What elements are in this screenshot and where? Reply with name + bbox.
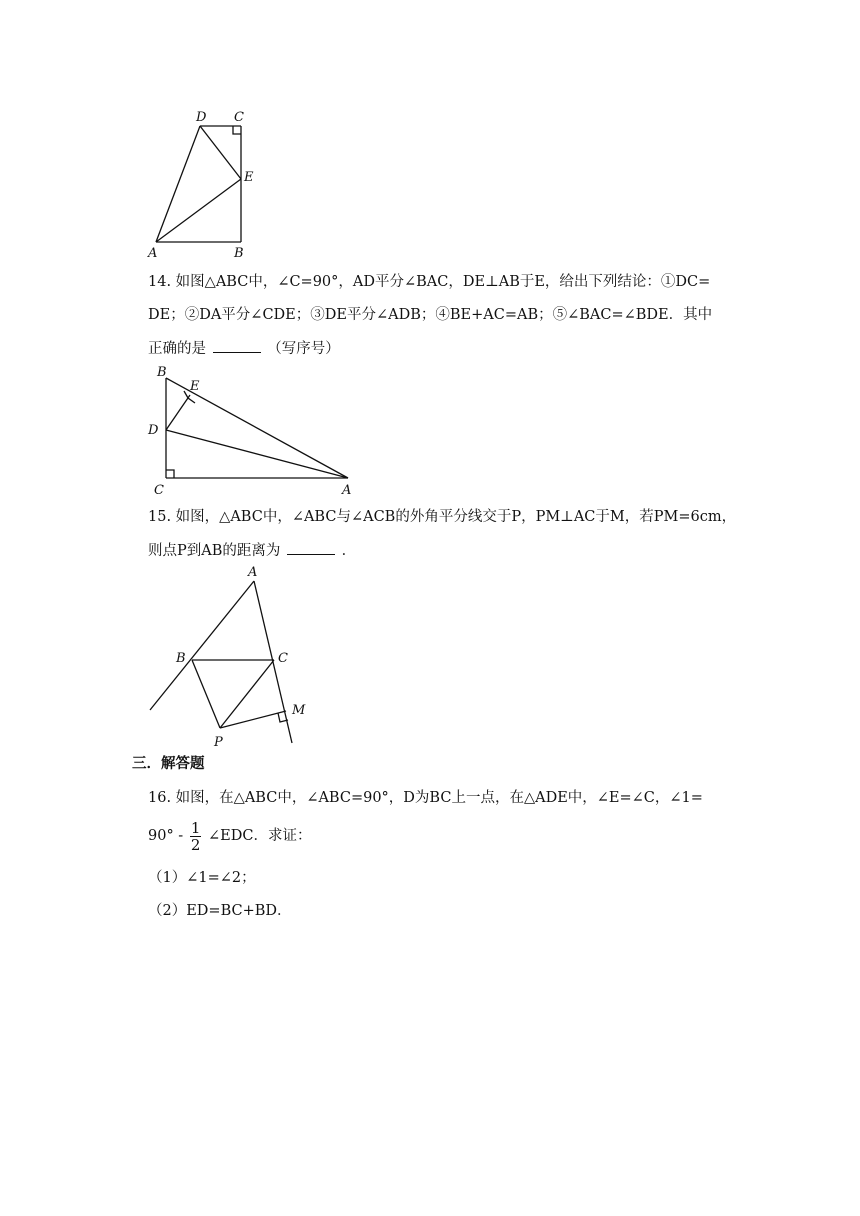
q16-part2-text: （2）ED=BC+BD． (148, 903, 292, 919)
q14-text-line2: DE；②DA平分∠CDE；③DE平分∠ADB；④BE+AC=AB；⑤∠BAC=∠BDE．其中 (148, 307, 713, 323)
fraction (190, 820, 202, 853)
q16-text-line1: 如图，在△ABC中，∠ABC=90°，D为BC上一点，在△ADE中，∠E=∠C，∠1= (175, 790, 703, 806)
q16-part1 (148, 868, 256, 888)
label-b: B (234, 246, 244, 261)
label-p: P (214, 735, 223, 750)
answer-blank[interactable] (287, 540, 335, 555)
q14-text-line1: 如图△ABC中，∠C=90°，AD平分∠BAC，DE⊥AB于E，给出下列结论：①DC= (175, 274, 711, 290)
figure-q14 (140, 360, 360, 500)
q16-text-line2b: ∠EDC．求证： (207, 828, 312, 844)
label-a: A (148, 246, 158, 261)
q15-text-line1: 如图，△ABC中，∠ABC与∠ACB的外角平分线交于P，PM⊥AC于M，若PM=6cm， (175, 509, 737, 525)
q16-text-line2a: 90° - (148, 828, 184, 844)
fraction-numerator: 1 (190, 818, 201, 837)
q14-line3 (148, 338, 340, 359)
q15-text-line2b: ． (341, 543, 357, 559)
q16-part2 (148, 901, 292, 921)
q16-line1 (148, 788, 703, 808)
label-d: D (196, 110, 207, 125)
q16-number: 16. (148, 790, 172, 806)
label-m: M (292, 703, 306, 718)
fraction-denominator: 2 (190, 835, 201, 854)
label-c: C (234, 110, 244, 125)
label-a: A (248, 565, 258, 580)
q14-line1 (148, 272, 710, 292)
label-b: B (157, 365, 167, 380)
q14-number: 14. (148, 274, 172, 290)
section-title (132, 754, 205, 774)
label-d: D (148, 423, 159, 438)
q14-line2 (148, 305, 712, 325)
label-e: E (244, 170, 254, 185)
q15-number: 15. (148, 509, 172, 525)
label-c: C (154, 483, 164, 498)
label-e: E (190, 379, 200, 394)
q15-text-line2a: 则点P到AB的距离为 (148, 543, 281, 559)
figure-q15 (140, 560, 320, 750)
label-c: C (278, 651, 288, 666)
section-title-text: 三．解答题 (132, 755, 205, 772)
q14-text-line3b: （写序号） (267, 341, 340, 357)
q15-line1 (148, 507, 736, 527)
label-a: A (342, 483, 352, 498)
figure-q13 (140, 105, 270, 265)
q16-part1-text: （1）∠1=∠2； (148, 870, 256, 886)
label-b: B (176, 651, 186, 666)
q16-line2 (148, 818, 311, 854)
answer-blank[interactable] (213, 338, 261, 353)
q15-line2 (148, 540, 356, 561)
q14-text-line3a: 正确的是 (148, 341, 206, 357)
